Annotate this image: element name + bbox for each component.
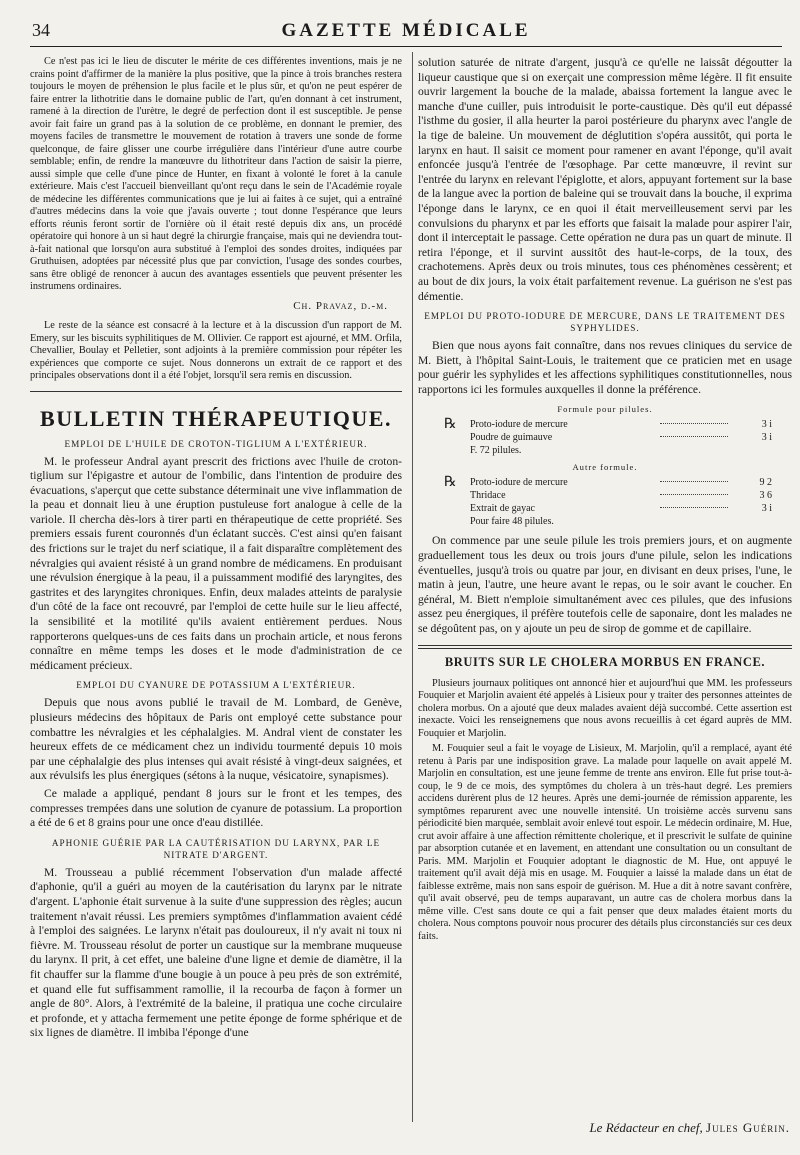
croton-paragraph: M. le professeur Andral ayant prescrit des frictions avec l'huile de croton-tiglium sur l'épigastre et autour de l'ombilic, dans l'intention de produire des évacuations, s'aperçut que cette substance déterminait une vive inflammation de la peau et donnait lieu à une éruption pustuleuse fort analogue à celle de la variole. Il chercha dès-lors à tirer parti en thérapeutique de cette propriété. Ses premiers essais furent couronnés d'un éclatant succès. C'est ainsi qu'en faisant des frictions sur le trajet du nerf sciatique, il a fait disparaître complètement des névralgies qui avaient résisté à un grand nombre de médicamens. En produisant une révulsion énergique à la peau, il a puissamment modifié des laryngites, des gastrites et des laryngites chroniques. Enfin, deux malades atteints de paralysie d'un côté de la face ont recouvré, par l'emploi de cette huile sur le lieu affecté, la sensibilité et la motilité qu'ils avaient entièrement perdues. Nous rapporterons quelques-uns de ces faits dans un prochain article, et nous ferons connaître en même temps les doses et le mode d'administration de ce médicament précieux. bbox=[30, 454, 402, 672]
cyanure-paragraph-2: Ce malade a appliqué, pendant 8 jours sur le front et les tempes, des compresses trempées dans une solution de cyanure de potassium. La proportion a été de 6 et 8 grains pour une once d'eau distillée. bbox=[30, 786, 402, 830]
journal-title: GAZETTE MÉDICALE bbox=[281, 20, 531, 41]
proto-iodure-paragraph: Bien que nous ayons fait connaître, dans nos revues cliniques du service de M. Biett, à l'hôpital Saint-Louis, le traitement que ce praticien met en usage pour guérir les syphylides et les affections syphilitiques constitutionnelles, nous rapportons ici les formules auxquelles il donne la préférence. bbox=[418, 339, 792, 396]
proto-iodure-heading: EMPLOI DU PROTO-IODURE DE MERCURE, DANS LE TRAITEMENT DES SYPHYLIDES. bbox=[424, 311, 786, 334]
formula-row: Thridace 3 6 bbox=[470, 490, 772, 502]
cholera-title: BRUITS SUR LE CHOLERA MORBUS EN FRANCE. bbox=[444, 654, 766, 669]
formula-row: ℞ Proto-iodure de mercure 3 i bbox=[444, 417, 772, 433]
cholera-paragraph-2: M. Fouquier seul a fait le voyage de Lisieux, M. Marjolin, qu'il a remplacé, ayant été retenu à Paris par une indisposition grave. La malade pour laquelle on avait appelé M. Marjolin en consultation, est une jeune femme de trente ans environ. Elle fut prise tout-à-coup, le 9 de ce mois, des symptômes du cholera à un très-haut degré. Les premiers accidens durèrent plus de 12 heures. Après une demi-journée de rémission apparente, les symptômes reparurent avec une nouvelle intensité. Un troisième accès survenu sans périodicité bien marquée, semblait avoir enlevé tout espoir. Le médecin ordinaire, M. Hue, crut avoir affaire à une affection rémittente cholerique, et il prescrivit le sulfate de quinine par absorption cutanée et en lavement, en attendant une consultation ou un consultant de Paris. MM. Marjolin et Fouquier adoptant le diagnostic de M. Hue, ont appuyé le traitement qu'il avait déjà mis en usage. M. Fouquier a laissé la malade dans un état de faiblesse extrême, mais non sans espoir de guérison. M. Hue a dit à notre savant confrère, qu'il avait observé, peu de temps auparavant, un autre cas de cholera morbus dans la même ville. C'est sans doute ce qui a fait penser que deux malades étaient morts du cholera. Nous comptons pouvoir nous procurer des détails plus circonstanciés sur ces deux faits. bbox=[418, 743, 792, 942]
right-column bbox=[418, 56, 792, 946]
section-divider bbox=[418, 645, 792, 649]
aphonie-paragraph: M. Trousseau a publié récemment l'observation d'un malade affecté d'aphonie, qu'il a guéri au moyen de la cautérisation du larynx par le nitrate d'argent. L'aphonie était survenue à la suite d'une suppression des règles; aucun traitement n'avait réussi. Les premiers symptômes d'inflammation avaient cédé à l'emploi des saignées. Le larynx n'était pas douloureux, il n'y avait ni toux ni fièvre. M. Trousseau résolut de porter un caustique sur la membrane muqueuse du larynx. Il prit, à cet effet, une baleine d'une ligne et demie de diamètre, il la fit chauffer sur la flamme d'une bougie à un pouce à peu près de son extrémité, et quand elle fut suffisamment ramollie, il la recourba de façon à former un angle de 80°. Alors, à l'extrémité de la baleine, il pratiqua une coche circulaire et profonde, et y attacha fermement une petite éponge de forme sphérique et de six lignes de diamètre. Il imbiba l'éponge d'une bbox=[30, 865, 402, 1040]
formula-title: Formule pour pilules. bbox=[557, 404, 653, 415]
section-divider bbox=[30, 391, 402, 392]
signature-pravaz: Ch. Pravaz, d.-m. bbox=[293, 299, 388, 312]
cholera-paragraph-1: Plusieurs journaux politiques ont annoncé hier et aujourd'hui que MM. les professeurs Fouquier et Marjolin avaient été appelés à Lisieux pour y traiter des personnes atteintes de cholera morbus. On a ajouté que deux malades avaient déjà succombé. Cette assertion est inexacte. Voici les renseignemens que nous avons recueillis à cet égard auprès de MM. Fouquier et Marjolin. bbox=[418, 677, 792, 739]
formula-pilules bbox=[418, 403, 792, 528]
posologie-paragraph: On commence par une seule pilule les trois premiers jours, et on augmente graduellement tous les deux ou trois jours d'une pilule, selon les indications éventuelles, jusqu'à trois ou quatre par jour, en divisant en deux prises, l'une, le matin à jeun, l'autre, une heure avant le repas, ou le soir avant le coucher. En général, M. Biett n'emploie simultanément avec ces pilules, que des infusions assez peu énergiques, il préfère toutefois celle de saponaire, dont les malades ne se dégoûtent pas, on y ajoute un peu de sirop de gomme et de capillaire. bbox=[418, 534, 792, 636]
recipe-symbol: ℞ bbox=[444, 475, 457, 491]
editor-signature: Le Rédacteur en chef, Jules Guérin. bbox=[589, 1120, 790, 1135]
page-number: 34 bbox=[32, 20, 50, 40]
recipe-symbol: ℞ bbox=[444, 417, 457, 433]
seance-paragraph: Le reste de la séance est consacré à la lecture et à la discussion d'un rapport de M. Emery, sur les biscuits syphilitiques de M. Ollivier. Ce rapport est ajourné, et MM. Orfila, Chevallier, Boulay et Pelletier, sont adjoints à la première commission pour répéter les expériences que comporte ce sujet. Nous donnerons un extrait de ce rapport et des principales observations dont il a été l'objet, lorsqu'il sera remis en discussion. bbox=[30, 320, 402, 381]
formula-row: Extrait de gayac 3 i bbox=[470, 503, 772, 515]
formula-row: Poudre de guimauve 3 i bbox=[470, 432, 772, 444]
page-header bbox=[30, 18, 782, 47]
formula-note: F. 72 pilules. bbox=[470, 445, 522, 457]
column-divider bbox=[412, 52, 413, 1122]
formula-row: ℞ Proto-iodure de mercure 9 2 bbox=[444, 475, 772, 491]
cyanure-heading: EMPLOI DU CYANURE DE POTASSIUM A L'EXTÉRIEUR. bbox=[76, 680, 356, 691]
bulletin-title: BULLETIN THÉRAPEUTIQUE. bbox=[40, 405, 392, 431]
cyanure-paragraph-1: Depuis que nous avons publié le travail de M. Lombard, de Genève, plusieurs médecins des hôpitaux de Paris ont employé cette substance pour combattre les névralgies et les céphalalgies. M. Andral vient de constater les heureux effets de ce médicament chez un individu tourmenté depuis 10 mois par une céphalalgie des plus intenses qui avait résisté à vingt-deux saignées, et aux révulsifs les plus énergiques (sétons à la nuque, vésicatoire, synapismes). bbox=[30, 696, 402, 783]
lithotritie-paragraph: Ce n'est pas ici le lieu de discuter le mérite de ces différentes inventions, mais je ne crains point d'affirmer de la manière la plus positive, que la pince à trois branches restera toujours le moyen de préhension le plus facile et le plus sûr, et qu'on ne peut espérer de faire entrer la lithotritie dans le domaine public de l'art, qu'en donnant à cet instrument, ramené à la direction de l'urètre, le degré de perfection dont il est susceptible. Je pense avoir fait faire un grand pas à la solution de ce problème, en donnant le premier, des moyens faciles de transmettre le mouvement de rotation à travers une sonde de forme quelconque, de faire glisser une courbe irrégulière dans l'intérieur d'une autre courbe semblable; enfin, de rendre la manœuvre du lithotriteur dans l'action de saisir la pierre, aussi simple que celle d'une pince de Hunter, en fixant à volonté le foret à la canule extérieure. Mais c'est l'accueil bienveillant qu'ont reçu dans le sein de l'Académie royale de médecine les différentes communications que je lui ai faites à ce sujet, qui a entraîné d'autres médecins dans la voie que j'avais ouverte ; tout donne l'espérance que leurs efforts réunis feront sortir de l'ornière où il était resté depuis dix ans, un procédé opératoire qui honore à un si haut degré la chirurgie française, mais qui ne deviendra tout-à-fait national que lorsqu'on aura substitué à l'emploi des sondes droites, indiquées par Gruthuisen, adoptées par nécessité plus que par conviction, l'usage des sondes courbes, sans être obligé de renoncer à aucun des avantages essentiels que peuvent présenter les instrumens ordinaires. bbox=[30, 56, 402, 292]
croton-heading: EMPLOI DE L'HUILE DE CROTON-TIGLIUM A L'EXTÉRIEUR. bbox=[64, 438, 368, 449]
formula-note: Pour faire 48 pilules. bbox=[470, 516, 554, 528]
aphonie-continuation: solution saturée de nitrate d'argent, jusqu'à ce qu'elle ne laissât dégoutter la liqueur caustique que si on exerçait une compression même légère. Il fit ensuite ouvrir largement la bouche de la malade, abaissa fortement la langue avec le manche d'une cuiller, puis introduisit le porte-caustique. Dès qu'il eut dépassé l'isthme du gosier, il alla heurter la paroi postérieure du pharynx avec l'angle de la tige de baleine. Un mouvement de déglutition s'opéra aussitôt, qui porta le larynx en haut. Il saisit ce moment pour ramener en avant l'éponge, qu'il avait enfoncée jusqu'à l'entrée de l'œsophage. Par cette manœuvre, il revint sur l'entrée du larynx en relevant l'épiglotte, et alors, appuyant fortement sur la base de la langue avec la portion de baleine qui se trouvait dans la bouche, il exprima l'éponge dans le larynx, ce en quoi il était merveilleusement servi par les convulsions du pharynx et par les efforts que faisait la malade pour aspirer l'air, dont il interceptait le passage. Cette opération ne dura pas un quart de minute. Il retira l'éponge, et il survint aussitôt des haut-le-corps, de la toux, des crachotemens. Après deux ou trois minutes, tous ces phénomènes cessèrent; et au bout de dix jours, la voix était parfaitement revenue. La guérison ne s'est pas démentie. bbox=[418, 56, 792, 303]
aphonie-heading: APHONIE GUÉRIE PAR LA CAUTÉRISATION DU LARYNX, PAR LE NITRATE D'ARGENT. bbox=[51, 837, 381, 860]
left-column bbox=[30, 56, 402, 1044]
formula-title: Autre formule. bbox=[572, 462, 638, 473]
